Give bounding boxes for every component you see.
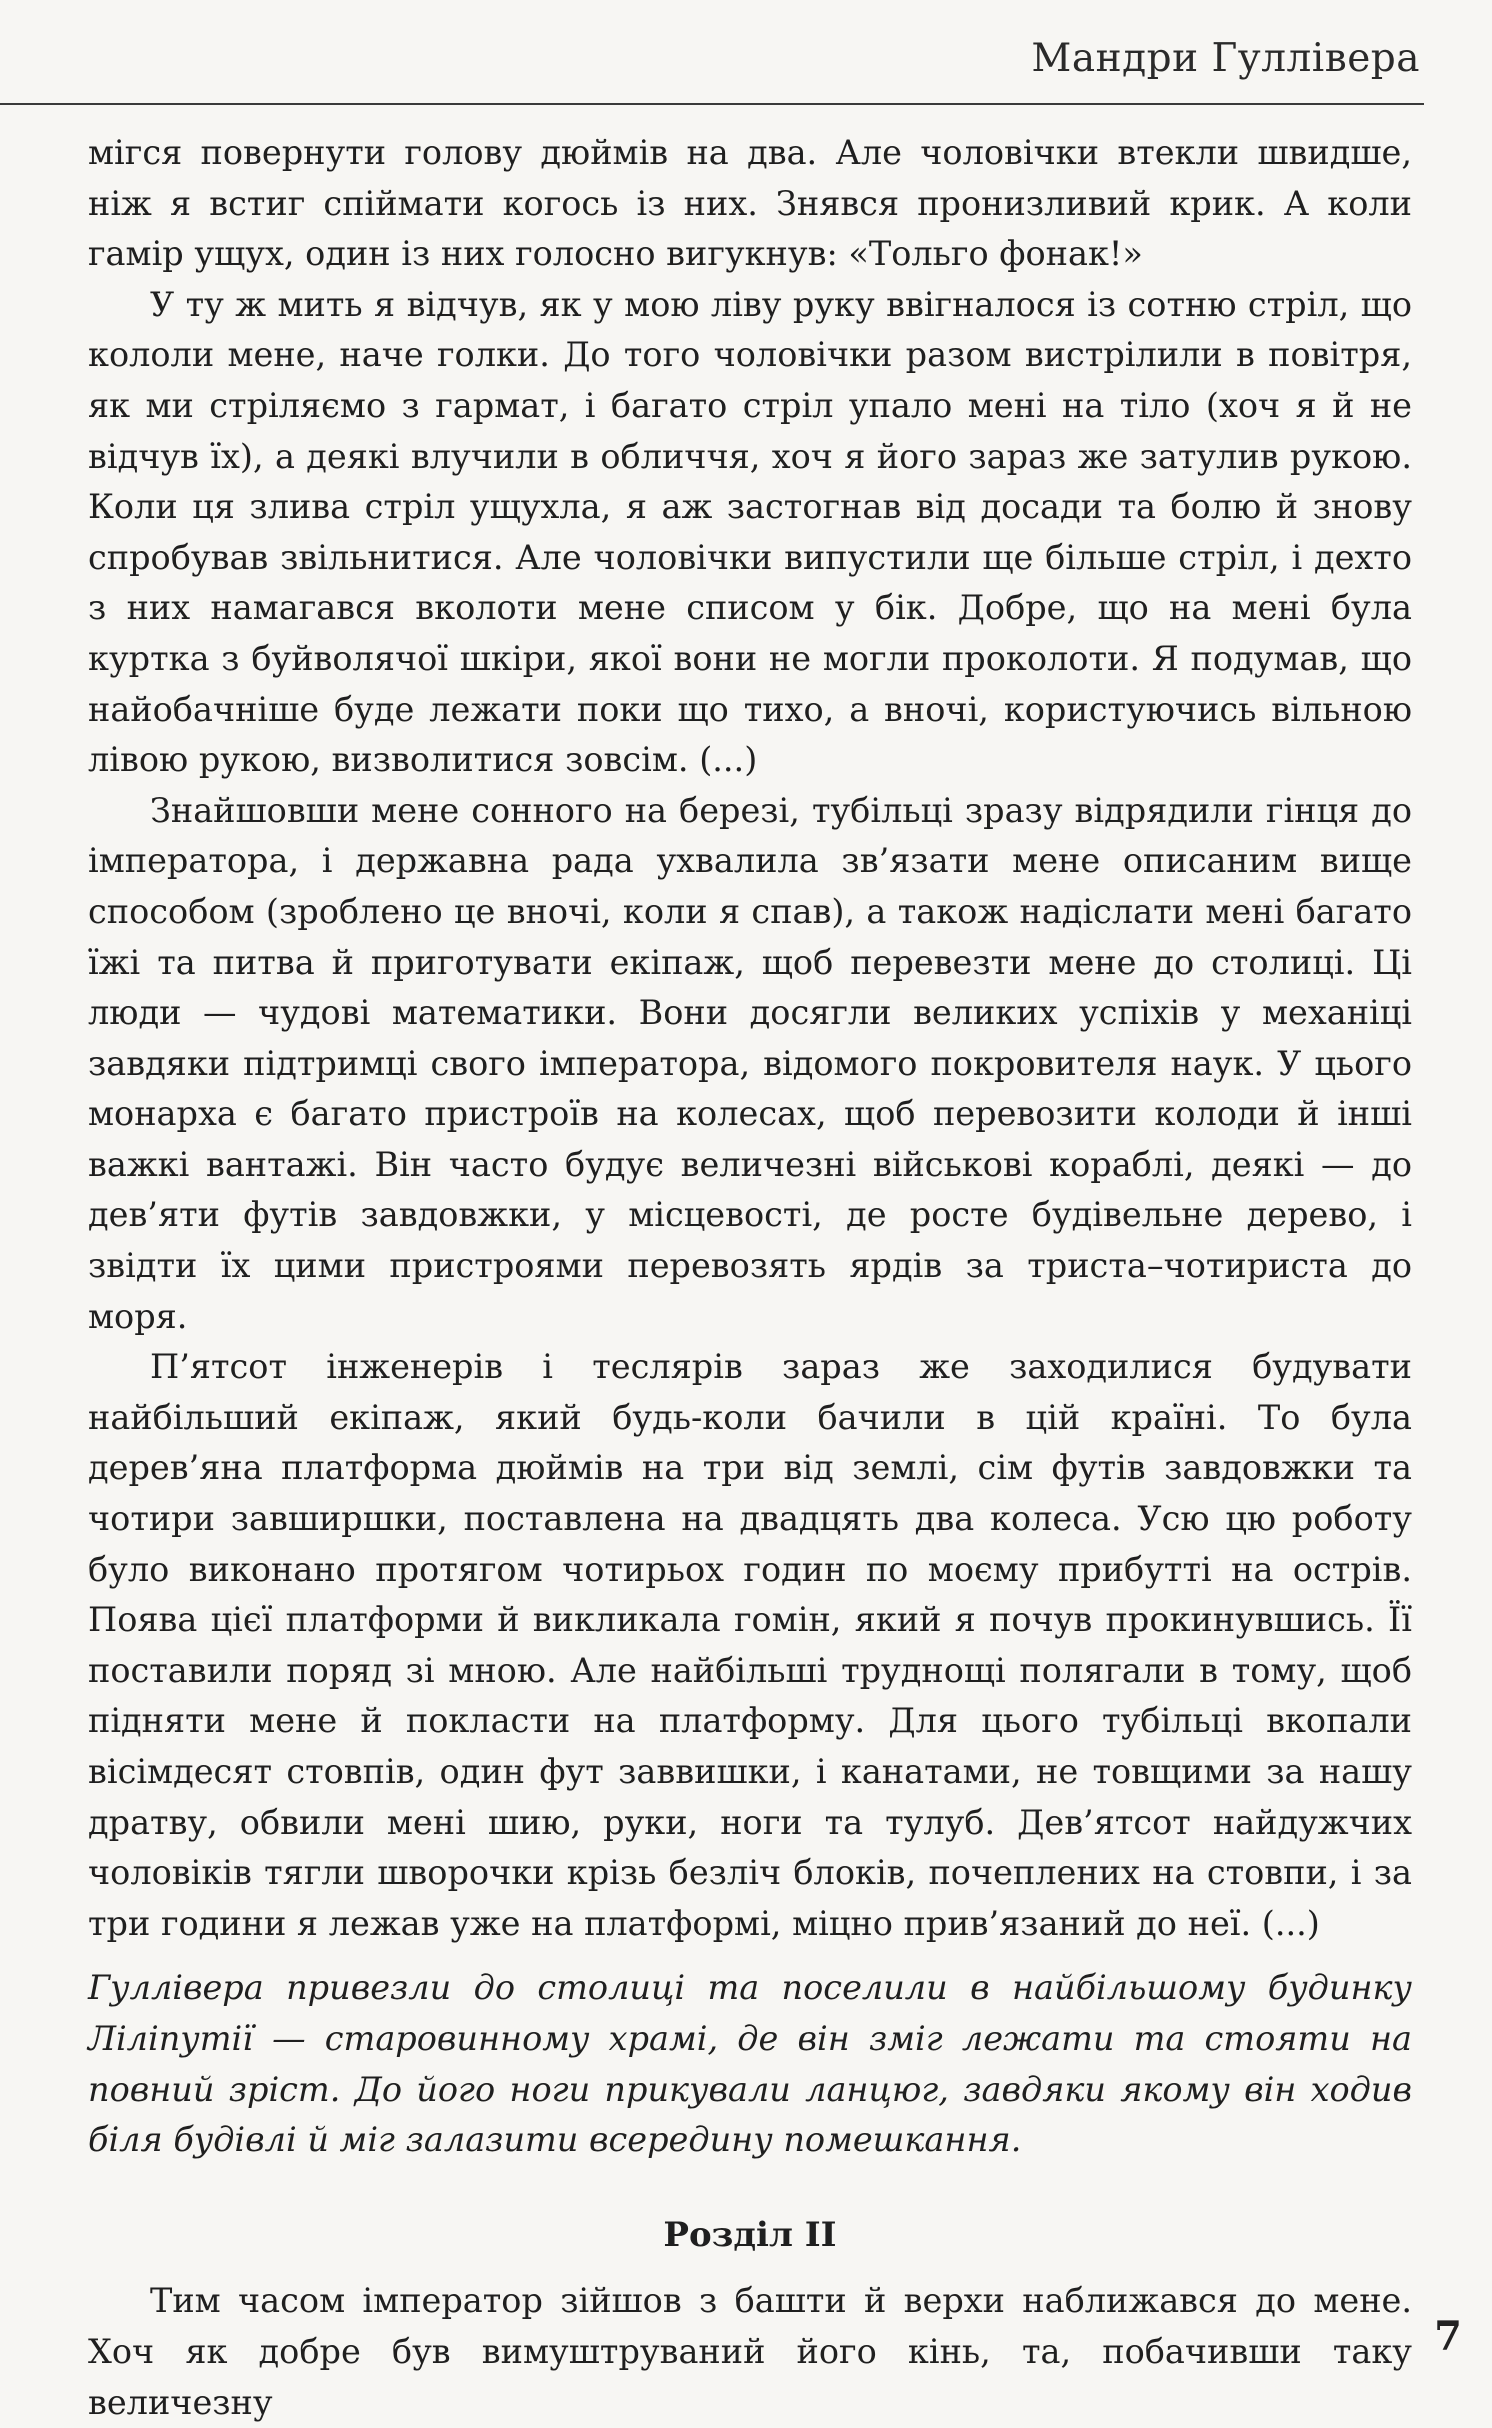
paragraph-2: У ту ж мить я відчув, як у мою ліву руку ввігналося із сотню стріл, що кололи мене, наче голки. До того чоловічки разом вистрілили в повітря, як ми стріляємо з гармат, і багато стріл упало мені на тіло (хоч я й не відчув їх), а деякі влучили в обличчя, хоч я його зараз же затулив рукою. Коли ця злива стріл ущухла, я аж застогнав від досади та болю й знову спробував звільнитися. Але чоловічки випустили ще більше стріл, і дехто з них намагався вколоти мене списом у бік. Добре, що на мені була куртка з буйволячої шкіри, якої вони не могли проколоти. Я подумав, що найобачніше буде лежати поки що тихо, а вночі, користуючись вільною лівою рукою, визволитися зовсім. (...) (88, 284, 1412, 780)
running-header-title: Мандри Гуллівера (1031, 36, 1420, 81)
section-paragraph: Тим часом імператор зійшов з башти й верхи наближався до мене. Хоч як добре був вимуштруваний його кінь, та, побачивши таку величезну (88, 2281, 1412, 2422)
paragraph-4: П’ятсот інженерів і теслярів зараз же заходилися будувати найбільший екіпаж, який будь-коли бачили в цій країні. То була дерев’яна платформа дюймів на три від землі, сім футів завдовжки та чотири завширшки, поставлена на двадцять два колеса. Усю цю роботу було виконано протягом чотирьох годин по моєму прибутті на острів. Поява цієї платформи й викликала гомін, який я почув прокинувшись. Її поставили поряд зі мною. Але найбільші труднощі полягали в тому, щоб підняти мене й покласти на платформу. Для цього тубільці вкопали вісімдесят стовпів, один фут заввишки, і канатами, не товщими за нашу дратву, обвили мені шию, руки, ноги та тулуб. Дев’ятсот найдужчих чоловіків тягли шворочки крізь безліч блоків, почеплених на стовпи, і за три години я лежав уже на платформі, міцно прив’язаний до неї. (...) (88, 1347, 1412, 1943)
paragraph-1: мігся повернути голову дюймів на два. Але чоловічки втекли швидше, ніж я встиг спіймати когось із них. Знявся пронизливий крик. А коли гамір ущух, один із них голосно вигукнув: «Тольго фонак!» (88, 133, 1412, 274)
paragraph-3: Знайшовши мене сонного на березі, тубільці зразу відрядили гінця до імператора, і державна рада ухвалила зв’язати мене описаним вище способом (зроблено це вночі, коли я спав), а також надіслати мені багато їжі та питва й приготувати екіпаж, щоб перевезти мене до столиці. Ці люди — чудові математики. Вони досягли великих успіхів у механіці завдяки підтримці свого імператора, відомого покровителя наук. У цього монарха є багато пристроїв на колесах, щоб перевозити колоди й інші важкі вантажі. Він часто будує величезні військові кораблі, деякі — до дев’яти футів завдовжки, у місцевості, де росте будівельне дерево, і звідти їх цими пристроями перевозять ярдів за триста–чотириста до моря. (88, 790, 1412, 1336)
italic-summary-note: Гуллівера привезли до столиці та поселили в найбільшому будинку Ліліпутії — старовинному храмі, де він зміг лежати та стояти на повний зріст. До його ноги прикували ланцюг, завдяки якому він ходив біля будівлі й міг залазити всередину помешкання. (88, 1968, 1412, 2160)
body-text (88, 128, 1412, 2428)
header-divider (0, 103, 1424, 105)
page-number: 7 (1434, 2313, 1462, 2360)
section-heading: Розділ ІІ (663, 2214, 837, 2255)
